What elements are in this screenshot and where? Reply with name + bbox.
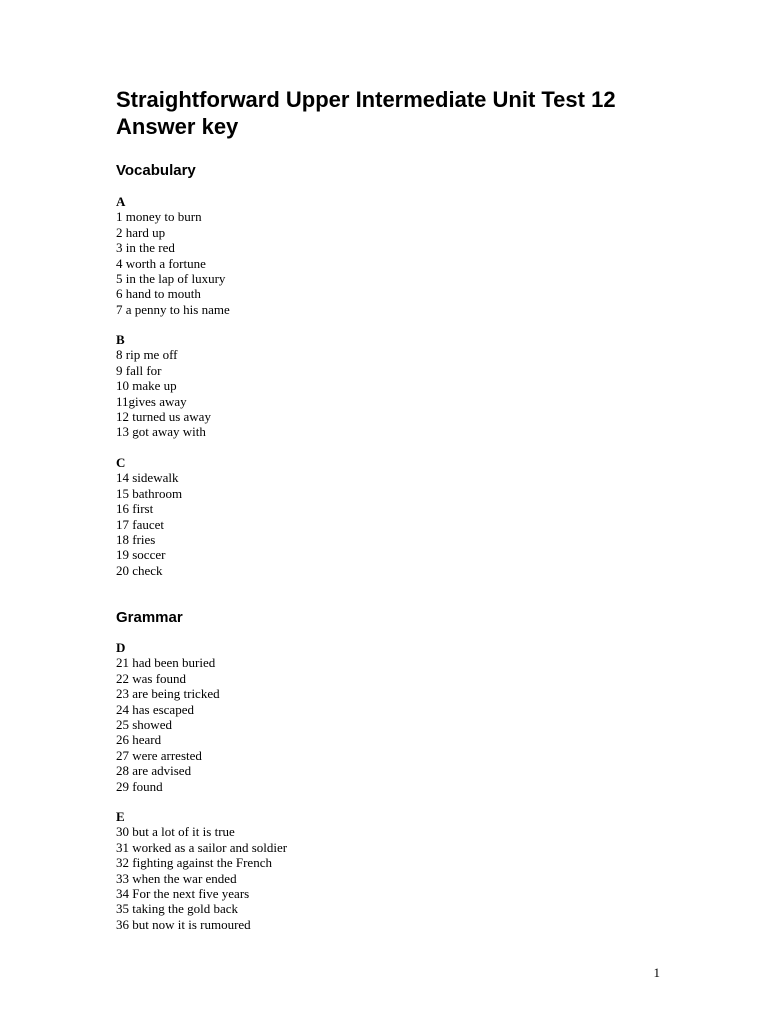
answer-item: 26 heard (116, 732, 162, 748)
answer-list (116, 655, 516, 794)
answer-item: 8 rip me off (116, 347, 178, 363)
answer-item: 29 found (116, 778, 163, 794)
title-line-1: Straightforward Upper Intermediate Unit Test 12 (116, 87, 616, 112)
answer-item: 5 in the lap of luxury (116, 271, 226, 287)
document-title (116, 86, 716, 140)
answer-item: 6 hand to mouth (116, 286, 201, 302)
answer-item: 10 make up (116, 378, 177, 394)
answer-item: 2 hard up (116, 224, 166, 240)
answer-item: 34 For the next five years (116, 886, 250, 902)
answer-item: 21 had been buried (116, 655, 216, 671)
answer-item: 18 fries (116, 532, 156, 548)
page-number: 1 (653, 965, 660, 980)
answer-item: 11gives away (116, 393, 187, 409)
answer-item: 3 in the red (116, 240, 175, 256)
answer-item: 31 worked as a sailor and soldier (116, 839, 288, 855)
answer-group-b (116, 332, 516, 440)
answer-item: 24 has escaped (116, 701, 194, 717)
answer-group-a (116, 194, 516, 317)
group-letter: B (116, 332, 125, 347)
answer-list (116, 209, 516, 317)
answer-group-d (116, 640, 516, 794)
answer-item: 7 a penny to his name (116, 301, 230, 317)
answer-item: 17 faucet (116, 516, 165, 532)
answer-item: 1 money to burn (116, 209, 202, 225)
answer-item: 30 but a lot of it is true (116, 824, 235, 840)
answer-list (116, 470, 516, 578)
answer-item: 36 but now it is rumoured (116, 916, 251, 932)
group-letter: C (116, 455, 126, 470)
answer-item: 28 are advised (116, 763, 192, 779)
answer-item: 23 are being tricked (116, 686, 220, 702)
answer-item: 9 fall for (116, 362, 162, 378)
section-heading-vocabulary: Vocabulary (116, 162, 196, 179)
answer-item: 33 when the war ended (116, 870, 237, 886)
answer-item: 15 bathroom (116, 485, 183, 501)
group-letter: D (116, 640, 126, 655)
answer-item: 32 fighting against the French (116, 855, 272, 871)
answer-item: 16 first (116, 501, 154, 517)
group-letter: A (116, 194, 126, 209)
answer-list (116, 824, 516, 932)
answer-item: 12 turned us away (116, 409, 211, 425)
answer-group-e (116, 809, 516, 932)
answer-item: 13 got away with (116, 424, 206, 440)
answer-item: 27 were arrested (116, 747, 202, 763)
answer-item: 4 worth a fortune (116, 255, 206, 271)
answer-item: 20 check (116, 562, 163, 578)
answer-item: 35 taking the gold back (116, 901, 239, 917)
section-heading-grammar: Grammar (116, 609, 183, 626)
title-line-2: Answer key (116, 114, 239, 139)
answer-item: 22 was found (116, 670, 187, 686)
answer-item: 25 showed (116, 717, 172, 733)
answer-list (116, 347, 516, 439)
answer-item: 19 soccer (116, 547, 166, 563)
group-letter: E (116, 809, 125, 824)
answer-group-c (116, 455, 516, 578)
answer-item: 14 sidewalk (116, 470, 179, 486)
